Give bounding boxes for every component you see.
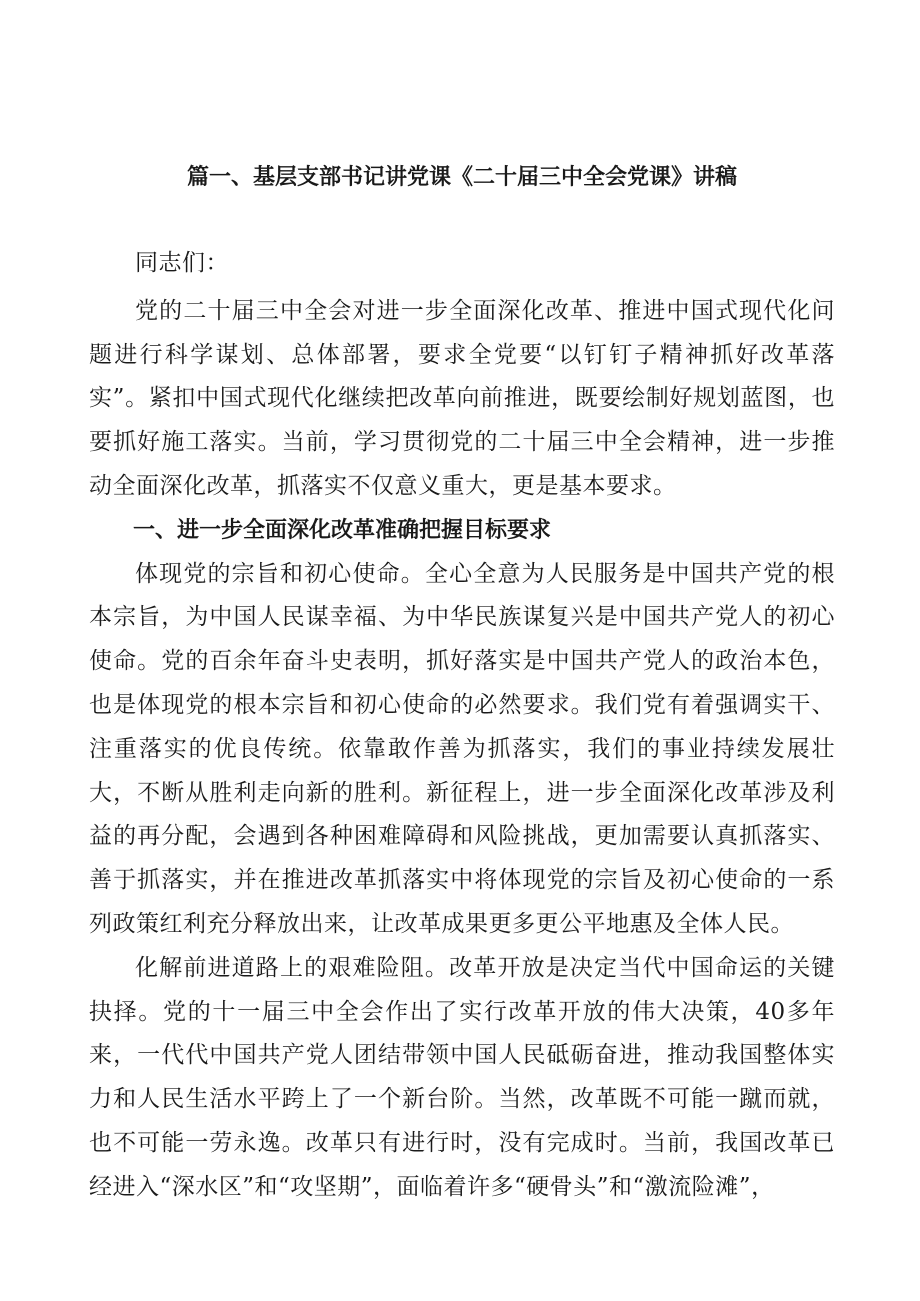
section-heading-1: 一、进一步全面深化改革准确把握目标要求 [133,517,552,543]
intro-paragraph: 党的二十届三中全会对进一步全面深化改革、推进中国式现代化问题进行科学谋划、总体部署，要求全党要“以钉钉子精神抓好改革落实”。紧扣中国式现代化继续把改革向前推进，既要绘制好规划蓝图，也要抓好施工落实。当前，学习贯彻党的二十届三中全会精神，进一步推动全面深化改革，抓落实不仅意义重大，更是基本要求。 [89,297,835,499]
section1-paragraph-1: 体现党的宗旨和初心使命。全心全意为人民服务是中国共产党的根本宗旨，为中国人民谋幸福、为中华民族谋复兴是中国共产党人的初心使命。党的百余年奋斗史表明，抓好落实是中国共产党人的政治本色，也是体现党的根本宗旨和初心使命的必然要求。我们党有着强调实干、注重落实的优良传统。依靠敢作善为抓落实，我们的事业持续发展壮大，不断从胜利走向新的胜利。新征程上，进一步全面深化改革涉及利益的再分配，会遇到各种困难障碍和风险挑战，更加需要认真抓落实、善于抓落实，并在推进改革抓落实中将体现党的宗旨及初心使命的一系列政策红利充分释放出来，让改革成果更多更公平地惠及全体人民。 [89,560,835,937]
document-title: 篇一、基层支部书记讲党课《二十届三中全会党课》讲稿 [186,165,737,190]
salutation: 同志们： [135,250,229,276]
section1-paragraph-2: 化解前进道路上的艰难险阻。改革开放是决定当代中国命运的关键抉择。党的十一届三中全会作出了实行改革开放的伟大决策，40多年来，一代代中国共产党人团结带领中国人民砥砺奋进，推动我国整体实力和人民生活水平跨上了一个新台阶。当然，改革既不可能一蹴而就，也不可能一劳永逸。改革只有进行时，没有完成时。当前，我国改革已经进入“深水区”和“攻坚期”，面临着许多“硬骨头”和“激流险滩”， [89,954,835,1200]
